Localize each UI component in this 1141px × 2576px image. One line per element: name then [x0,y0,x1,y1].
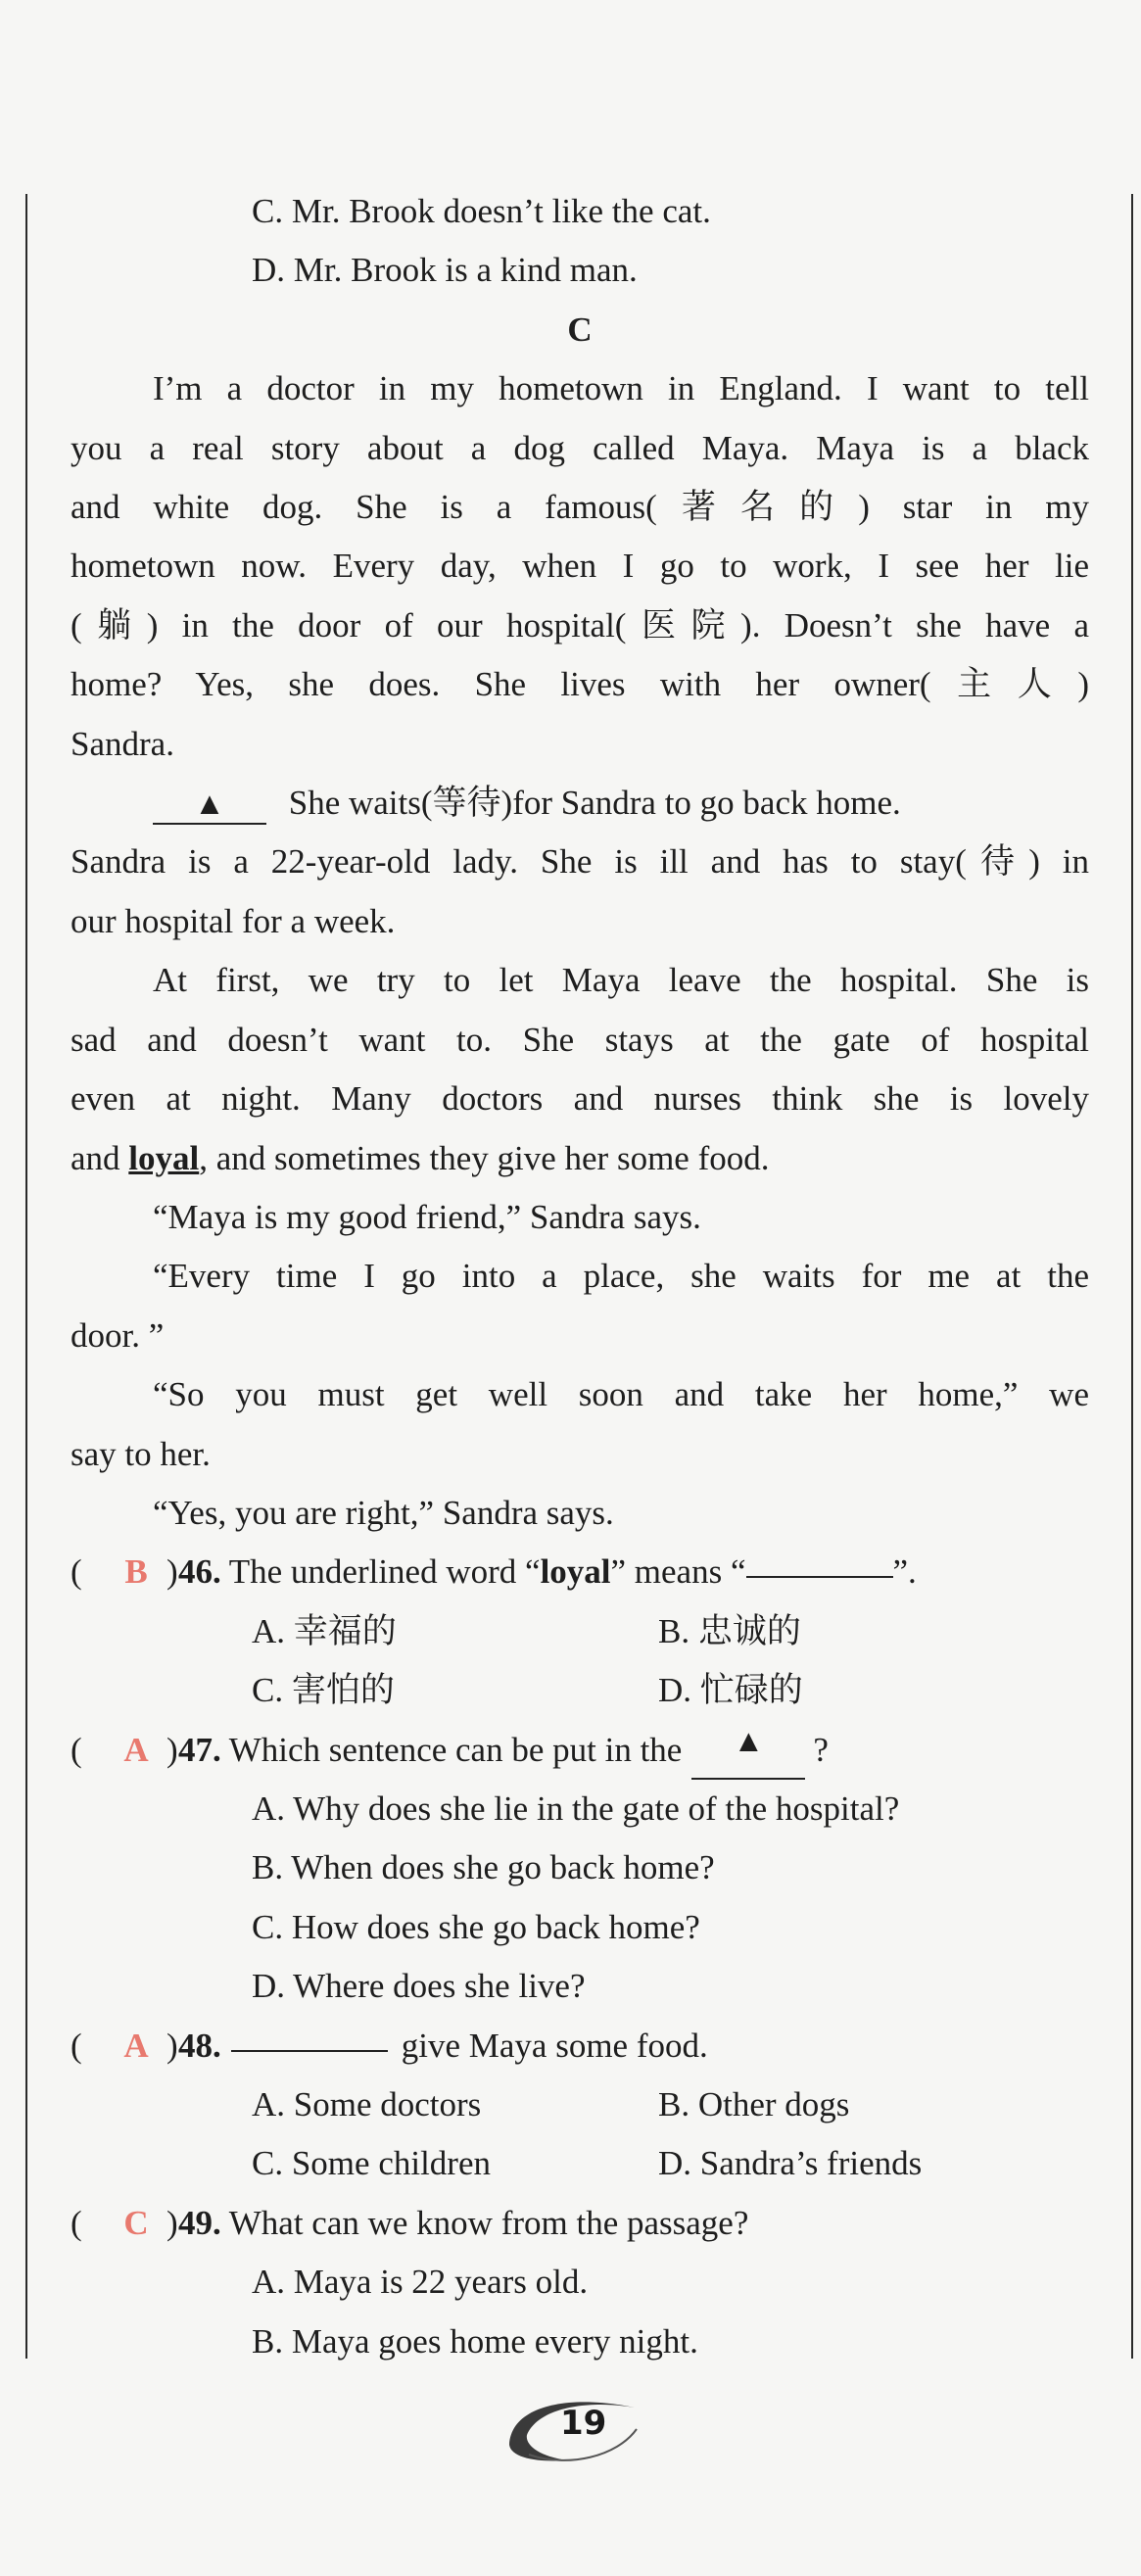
answer-47: A [123,1730,149,1769]
passage-line: say to her. [71,1434,211,1473]
option-a: A. 幸福的 [252,1611,397,1650]
passage-line: At first, we try to let Maya leave the hospital. She is [153,961,1089,1000]
paren-open: ( [71,2026,82,2065]
passage-line: even at night. Many doctors and nurses think she is lovely [71,1079,1089,1119]
answer-48: A [123,2026,149,2065]
page-number: 19 [560,2404,607,2443]
question-text: ” means “ [610,1552,746,1592]
section-label: C [567,310,593,349]
question-text: What can we know from the passage? [228,2203,749,2242]
answer-46: B [124,1552,148,1592]
passage-line: (躺) in the door of our hospital(医院). Doesn’t she have a [71,605,1089,644]
prev-option-c: C. Mr. Brook doesn’t like the cat. [252,192,711,230]
question-46 [71,1543,1089,1601]
question-text: The underlined word “ [228,1552,541,1592]
question-text: give Maya some food. [401,2026,708,2065]
option-d: D. 忙碌的 [658,1671,803,1710]
passage-line: door. ” [71,1315,165,1355]
paren-close: ) [166,2026,178,2065]
passage-line: and white dog. She is a famous(著名的) star in my [71,488,1089,527]
passage-line: hometown now. Every day, when I go to work, I see her lie [71,547,1089,586]
passage-line: “So you must get well soon and take her home,” we [153,1375,1089,1414]
question-text: Which sentence can be put in the [228,1730,683,1769]
left-margin-rule [25,194,27,2359]
options-row [71,1602,1089,1661]
question-47 [71,1721,1089,1780]
paren-close: ) [166,1730,178,1769]
passage-line: Sandra is a 22-year-old lady. She is ill and has to stay(待) in [71,842,1089,882]
paren-open: ( [71,2203,82,2242]
options-row [71,2075,1089,2134]
right-margin-rule [1131,194,1133,2359]
option-b: B. When does she go back home? [252,1848,715,1887]
question-text: ? [813,1730,829,1769]
prev-option-d: D. Mr. Brook is a kind man. [252,251,638,290]
option-b: B. 忠诚的 [658,1611,801,1650]
passage-line-with-blank [71,774,1089,833]
answer-49: C [123,2203,149,2242]
passage-line: you a real story about a dog called Maya. Maya is a black [71,428,1089,467]
option-d: D. Sandra’s friends [658,2144,923,2183]
underlined-word: loyal [128,1138,200,1177]
option-d: D. Where does she live? [252,1967,586,2006]
question-text: ”. [892,1552,917,1592]
paren-close: ) [166,2203,178,2242]
passage-line: I’m a doctor in my hometown in England. I want to tell [153,369,1089,408]
passage-line: Sandra. [71,724,174,763]
question-number: 47. [178,1730,221,1769]
option-c: C. 害怕的 [252,1671,395,1710]
passage-line: “Maya is my good friend,” Sandra says. [153,1197,701,1236]
paren-open: ( [71,1730,82,1769]
page-number-badge [499,2386,646,2472]
passage-text: and [71,1138,120,1177]
passage-line: sad and doesn’t want to. She stays at the gate of hospital [71,1020,1089,1059]
paren-open: ( [71,1552,82,1592]
option-b: B. Maya goes home every night. [252,2321,698,2361]
triangle-blank: ▲ [153,784,266,825]
option-a: A. Maya is 22 years old. [252,2263,589,2302]
question-number: 49. [178,2203,221,2242]
answer-blank [746,1543,893,1578]
passage-line [71,1129,1089,1188]
question-number: 46. [178,1552,221,1592]
passage-line: home? Yes, she does. She lives with her owner(主人) [71,665,1089,704]
paren-close: ) [166,1552,178,1592]
option-a: A. Why does she lie in the gate of the hospital? [252,1789,900,1828]
page-content [71,182,1089,2371]
passage-text: She waits(等待)for Sandra to go back home. [288,784,901,823]
option-c: C. Some children [252,2144,491,2183]
options-row [71,1661,1089,1720]
passage-line: our hospital for a week. [71,901,396,940]
question-number: 48. [178,2026,221,2065]
triangle-blank: ▲ [691,1721,805,1780]
passage-text: , and sometimes they give her some food. [199,1138,770,1177]
option-b: B. Other dogs [658,2085,850,2123]
passage-line: “Every time I go into a place, she waits for me at the [153,1257,1089,1296]
question-48 [71,2017,1089,2075]
question-keyword: loyal [540,1552,611,1592]
option-a: A. Some doctors [252,2085,482,2123]
question-49 [71,2194,1089,2253]
answer-blank [231,2017,388,2052]
passage-line: “Yes, you are right,” Sandra says. [153,1493,614,1532]
option-c: C. How does she go back home? [252,1907,700,1946]
options-row [71,2134,1089,2193]
